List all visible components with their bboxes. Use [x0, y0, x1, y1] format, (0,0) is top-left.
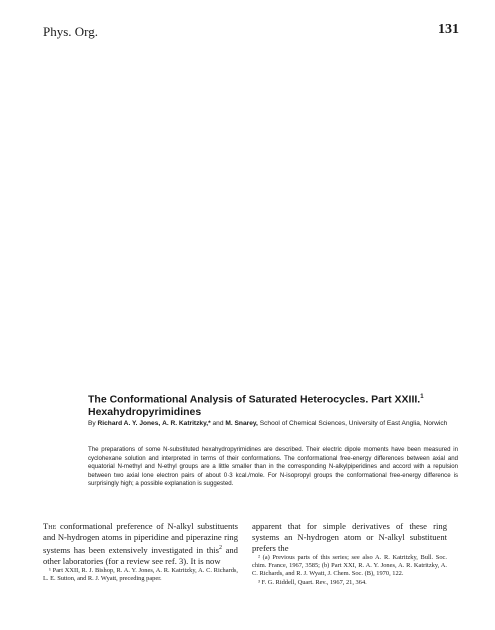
title-line2: Hexahydropyrimidines: [88, 405, 202, 418]
article-title: [88, 391, 468, 418]
author-katritzky: A. R. Katritzky,*: [162, 420, 211, 427]
body-left-text: conformational preference of N-alkyl substituents and N-hydrogen atoms in piperidine and piperazine ring systems has been extensively investigated in this: [43, 521, 238, 555]
footnote-3: ³ F. G. Riddell, Quart. Rev., 1967, 21, 364.: [258, 578, 367, 586]
body-paragraph-right: apparent that for simple derivatives of these ring systems an N-hydrogen atom or N-alkyl substituent prefers the: [252, 521, 447, 553]
drop-word: The: [43, 521, 57, 531]
author-line: [88, 419, 458, 428]
abstract: The preparations of some N-substituted hexahydropyrimidines are described. Their electric dipole moments have been measured in cyclohexane solution and interpreted in terms of their conformations. The conformational free-energy differences between axial and equatorial N-methyl and N-ethyl groups are a little smaller than in the corresponding N-alkylpiperidines and accord with a repulsion between two axial lone electron pairs of about 0·3 kcal./mole. For N-isopropyl groups the conformational free-energy difference is surprisingly high; a possible explanation is suggested.: [88, 446, 458, 488]
title-footnote-marker: 1: [420, 394, 424, 400]
body-column-right: [252, 521, 447, 587]
body-paragraph-left: [43, 521, 238, 567]
page-number: 131: [438, 22, 459, 37]
footnote-2: ² (a) Previous parts of this series; see also A. R. Katritzky, Bull. Soc. chim. France, 1967, 3585; (b) Part XXI, R. A. Y. Jones, A. R. Katritzky, A. C. Richards, and R. J. Wyatt, J. Chem. Soc. (B), 1970, 122.: [252, 554, 447, 578]
affiliation: School of Chemical Sciences, University of East Anglia, Norwich: [259, 420, 448, 427]
author-jones: Richard A. Y. Jones,: [97, 420, 161, 427]
title-line1: The Conformational Analysis of Saturated Heterocycles. Part XXIII.: [88, 393, 421, 406]
footnote-1: ¹ Part XXII, R. J. Bishop, R. A. Y. Jones, A. R. Katritzky, A. C. Richards, L. E. Sutton, and R. J. Wyatt, preceding paper.: [43, 566, 238, 583]
running-header-journal: Phys. Org.: [43, 24, 99, 39]
authors-prefix: By: [88, 420, 96, 427]
body-left-ref: 2: [219, 545, 223, 551]
authors-and: and: [212, 420, 224, 427]
body-left-text-2: and other laboratories (for a review see ref. 3). It is now: [43, 544, 238, 566]
body-column-left: [43, 521, 238, 583]
author-snarey: M. Snarey,: [225, 420, 258, 427]
